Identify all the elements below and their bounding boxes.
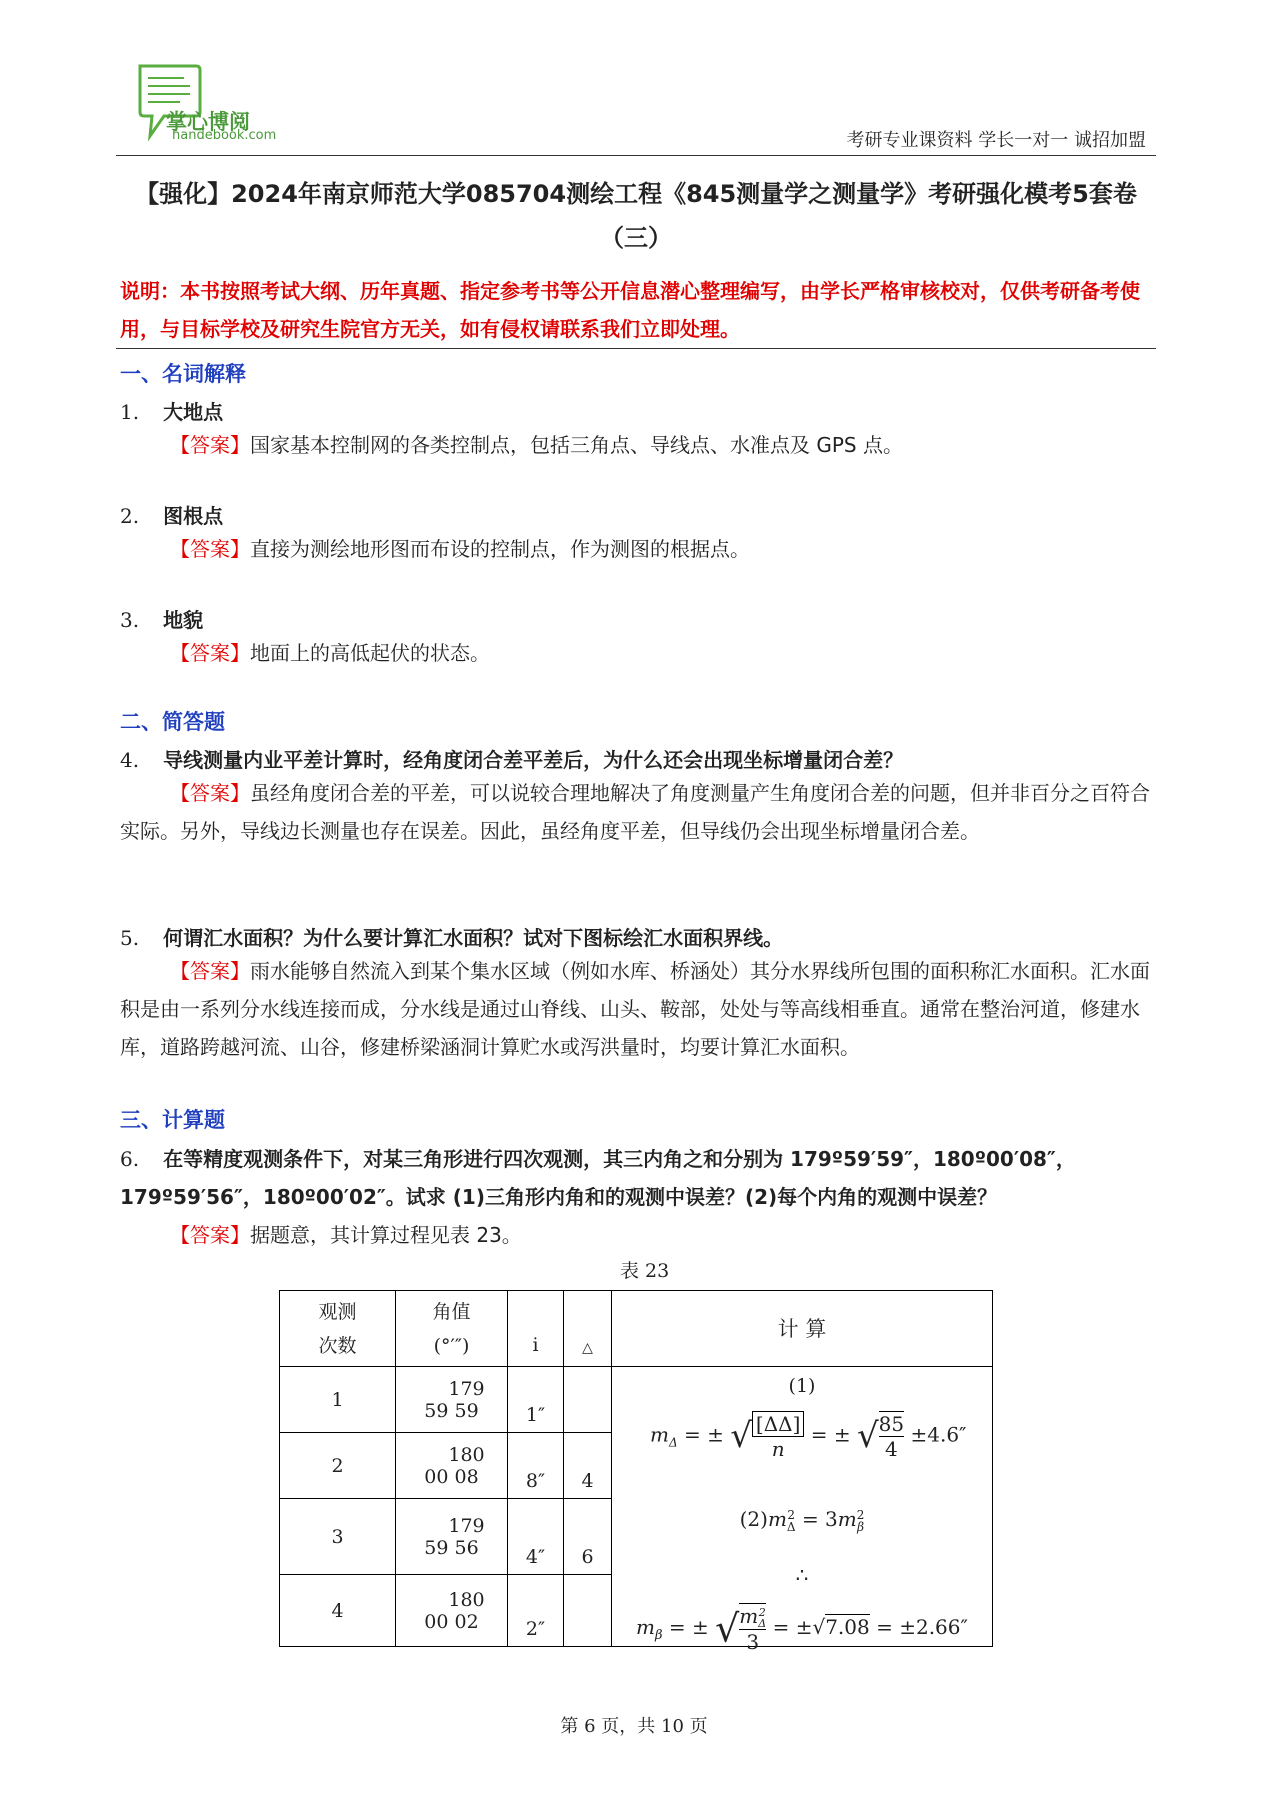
- answer-1: [120, 426, 1156, 464]
- f3-fraction: [739, 1603, 766, 1654]
- row-angle-deg: 179: [448, 1377, 485, 1400]
- row-angle: [396, 1433, 508, 1499]
- header-calc: 计 算: [612, 1291, 993, 1367]
- sqrt-icon: √: [812, 1614, 826, 1639]
- page-footer: 第 6 页，共 10 页: [560, 1716, 708, 1737]
- f1-eq: = ±: [684, 1422, 724, 1447]
- row-angle: [396, 1499, 508, 1575]
- row-delta: [564, 1575, 612, 1647]
- question-text: 图根点: [163, 504, 224, 528]
- answer-text: 直接为测绘地形图而布设的控制点，作为测图的根据点。: [250, 537, 750, 561]
- header-divider: [116, 155, 1156, 156]
- f2-m-beta: m: [837, 1507, 857, 1531]
- calculation-table: [279, 1290, 993, 1654]
- f1-fraction2: [879, 1411, 904, 1461]
- f3-mid: = ±: [772, 1614, 813, 1639]
- row-count: 4: [280, 1575, 396, 1647]
- table-header-row: [280, 1291, 993, 1367]
- section-title-short-answer: 二、简答题: [120, 710, 225, 734]
- row-angle-ms: 59 56: [424, 1536, 479, 1559]
- question-number: 2.: [120, 504, 140, 528]
- question-6: [120, 1140, 1156, 1216]
- answer-5: [120, 952, 1156, 1066]
- notice-divider: [116, 348, 1156, 349]
- calculation-cell: [612, 1367, 993, 1654]
- section-title-terms: 一、名词解释: [120, 362, 246, 386]
- header-count: [280, 1291, 396, 1367]
- f1-den2: 4: [879, 1436, 904, 1461]
- question-4: [120, 744, 1156, 773]
- table-caption: 表 23: [620, 1260, 670, 1282]
- f1-sub: Δ: [668, 1435, 678, 1450]
- f1-lhs: m: [650, 1422, 669, 1447]
- answer-tag: 【答案】: [170, 537, 250, 561]
- f3-den: 3: [739, 1629, 766, 1654]
- f2-eq: = 3: [801, 1507, 838, 1531]
- f3-sub: β: [654, 1627, 663, 1643]
- logo-text: 掌心博阅: [166, 110, 250, 134]
- question-text: 大地点: [163, 400, 224, 424]
- answer-6: [120, 1216, 1156, 1254]
- answer-text: 虽经角度闭合差的平差，可以说较合理地解决了角度测量产生角度闭合差的问题，但并非百分之百符合实际。另外，导线边长测量也存在误差。因此，虽经角度平差，但导线仍会出现坐标增量闭合差。: [120, 781, 1150, 843]
- row-i: 4″: [508, 1499, 564, 1575]
- therefore-symbol: ∴: [795, 1563, 809, 1587]
- f3-num: m 2 Δ: [739, 1604, 767, 1630]
- header-count-line1: 观测: [318, 1300, 357, 1323]
- f3-rad: 7.08: [825, 1614, 870, 1639]
- sqrt-icon: √: [715, 1606, 740, 1651]
- answer-tag: 【答案】: [170, 959, 250, 983]
- question-3: [120, 604, 1156, 633]
- row-angle: [396, 1575, 508, 1647]
- disclaimer-notice: 说明：本书按照考试大纲、历年真题、指定参考书等公开信息潜心整理编写，由学长严格审核校对，仅供考研备考使用，与目标学校及研究生院官方无关，如有侵权请联系我们立即处理。: [120, 279, 1140, 341]
- question-2: [120, 500, 1156, 529]
- row-count: 2: [280, 1433, 396, 1499]
- question-1: [120, 396, 1156, 425]
- f3-eq: = ±: [668, 1614, 709, 1639]
- formula-2: [612, 1507, 992, 1533]
- calc-part1-label: (1): [788, 1375, 816, 1397]
- row-angle-ms: 00 08: [424, 1465, 479, 1488]
- answer-2: [120, 530, 1156, 568]
- answer-text: 地面上的高低起伏的状态。: [250, 641, 490, 665]
- table-row: [280, 1367, 993, 1433]
- formula-1: [650, 1411, 967, 1461]
- sqrt-icon: √: [730, 1416, 752, 1456]
- question-text: 导线测量内业平差计算时，经角度闭合差平差后，为什么还会出现坐标增量闭合差？: [163, 748, 904, 772]
- f2-sup-sub-beta: 2 β: [856, 1507, 865, 1534]
- row-delta: [564, 1367, 612, 1433]
- answer-tag: 【答案】: [170, 781, 250, 805]
- f3-result: = ±2.66″: [876, 1614, 968, 1639]
- header-count-line2: 次数: [318, 1334, 357, 1357]
- f2-m-delta: m: [767, 1507, 787, 1531]
- header-delta: △: [564, 1291, 612, 1367]
- header-slogan: 考研专业课资料 学长一对一 诚招加盟: [846, 130, 1146, 151]
- f1-result: ±4.6″: [910, 1422, 967, 1447]
- row-i: 1″: [508, 1367, 564, 1433]
- page-title: 【强化】2024年南京师范大学085704测绘工程《845测量学之测量学》考研强化模考5套卷（三）: [135, 180, 1137, 252]
- f3-lhs: m: [636, 1614, 655, 1639]
- section-title-calculation: 三、计算题: [120, 1108, 225, 1132]
- header-angle: [396, 1291, 508, 1367]
- answer-text: 雨水能够自然流入到某个集水区域（例如水库、桥涵处）其分水界线所包围的面积称汇水面积。汇水面积是由一系列分水线连接而成，分水线是通过山脊线、山头、鞍部，处处与等高线相垂直。通常在整治河道，修建水库，道路跨越河流、山谷，修建桥梁涵洞计算贮水或泻洪量时，均要计算汇水面积。: [120, 959, 1150, 1059]
- answer-tag: 【答案】: [170, 641, 250, 665]
- header-i: i: [508, 1291, 564, 1367]
- question-number: 5.: [120, 926, 140, 950]
- answer-3: [120, 634, 1156, 672]
- f1-num2: 85: [878, 1412, 905, 1436]
- answer-text: 国家基本控制网的各类控制点，包括三角点、导线点、水准点及 GPS 点。: [250, 433, 903, 457]
- row-angle-deg: 180: [448, 1588, 485, 1611]
- f1-den: n: [752, 1436, 805, 1461]
- question-text: 在等精度观测条件下，对某三角形进行四次观测，其三内角之和分别为 179º59′59″，180º00′08″，179º59′56″，180º00′02″。试求 (1)三角形内角和的观测中误差？(2)每个内角的观测中误差？: [120, 1147, 1076, 1209]
- question-5: [120, 922, 1156, 951]
- row-i: 2″: [508, 1575, 564, 1647]
- row-delta: 6: [564, 1499, 612, 1575]
- question-number: 3.: [120, 608, 140, 632]
- f1-num: [ΔΔ]: [752, 1412, 805, 1436]
- row-count: 3: [280, 1499, 396, 1575]
- row-angle-ms: 00 02: [424, 1610, 479, 1633]
- answer-text: 据题意，其计算过程见表 23。: [250, 1223, 522, 1247]
- row-delta: 4: [564, 1433, 612, 1499]
- question-number: 6.: [120, 1147, 140, 1171]
- answer-4: [120, 774, 1156, 850]
- formula-3: [636, 1603, 968, 1654]
- header-angle-line1: 角值: [432, 1300, 471, 1323]
- question-number: 1.: [120, 400, 140, 424]
- row-angle-deg: 179: [448, 1514, 485, 1537]
- question-number: 4.: [120, 748, 140, 772]
- f1-fraction: [752, 1411, 805, 1461]
- row-angle: [396, 1367, 508, 1433]
- f2-sup-sub: 2 Δ: [786, 1507, 796, 1534]
- f2-label: (2): [739, 1507, 768, 1531]
- row-i: 8″: [508, 1433, 564, 1499]
- row-angle-ms: 59 59: [424, 1399, 479, 1422]
- question-text: 何谓汇水面积？为什么要计算汇水面积？试对下图标绘汇水面积界线。: [163, 926, 784, 950]
- header-angle-line2: (°′″): [433, 1334, 470, 1357]
- row-angle-deg: 180: [448, 1443, 485, 1466]
- question-text: 地貌: [163, 608, 204, 632]
- sqrt-icon: √: [857, 1416, 879, 1456]
- answer-tag: 【答案】: [170, 433, 250, 457]
- row-count: 1: [280, 1367, 396, 1433]
- f1-eq2: = ±: [810, 1422, 851, 1447]
- logo-url: handebook.com: [172, 128, 277, 143]
- answer-tag: 【答案】: [170, 1223, 250, 1247]
